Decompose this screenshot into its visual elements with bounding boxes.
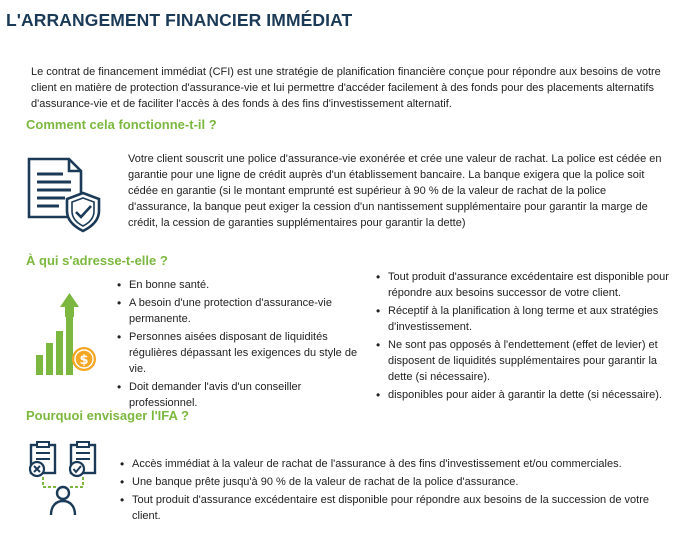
list-item: • Réceptif à la planification à long terme et aux stratégies d'investissement. [374,303,674,335]
section-heading-how: Comment cela fonctionne-t-il ? [26,117,217,132]
people-checklist-icon [25,441,101,517]
who-right-list [374,269,674,405]
why-list [118,456,663,526]
list-item: • A besoin d'une protection d'assurance-vie permanente. [115,295,363,327]
how-paragraph: Votre client souscrit une police d'assurance-vie exonérée et crée une valeur de rachat. La police est cédée en garantie pour une ligne de crédit auprès d'un établissement bancaire. La banque exigera que la police soit cédée en garantie (si le montant emprunté est supérieur à 90 % de la valeur de rachat de la police d'assurance, la banque peut exiger la cession d'un nantissement supplémentaire pour garantir la marge de crédit, la cession de garanties supplémentaires pour garantir la dette) [128,153,662,229]
list-item: • Tout produit d'assurance excédentaire est disponible pour répondre aux besoins de la succession de votre client. [118,492,663,524]
list-item: • Une banque prête jusqu'à 90 % de la valeur de rachat de la police d'assurance. [118,474,663,490]
svg-text:$: $ [79,353,89,368]
who-left-list [115,277,363,413]
growth-chart-coin-icon [34,291,100,377]
document-shield-icon [25,157,101,233]
list-item: • En bonne santé. [115,277,363,293]
list-item: • Doit demander l'avis d'un conseiller professionnel. [115,379,363,411]
list-item: • Tout produit d'assurance excédentaire est disponible pour répondre aux besoins successor de votre client. [374,269,674,301]
section-heading-why: Pourquoi envisager l'IFA ? [26,408,189,423]
list-item: • Ne sont pas opposés à l'endettement (effet de levier) et disposent de liquidités supplémentaires pour garantir la dette (si nécessaire). [374,337,674,385]
section-heading-who: À qui s'adresse-t-elle ? [26,253,168,268]
list-item: • Personnes aisées disposant de liquidités régulières dépassant les exigences du style de vie. [115,329,363,377]
list-item: • disponibles pour aider à garantir la dette (si nécessaire). [374,387,674,403]
list-item: • Accès immédiat à la valeur de rachat de l'assurance à des fins d'investissement et/ou commerciales. [118,456,663,472]
intro-paragraph: Le contrat de financement immédiat (CFI) est une stratégie de planification financière conçue pour répondre aux besoins de votre client en matière de protection d'assurance-vie et lui permettre d'accéder facilement à des fonds pour des placements alternatifs d'assurance-vie et de faciliter l'accès à des fonds à des fins d'investissement alternatif. [31,66,661,110]
page-title: L'ARRANGEMENT FINANCIER IMMÉDIAT [6,10,353,30]
